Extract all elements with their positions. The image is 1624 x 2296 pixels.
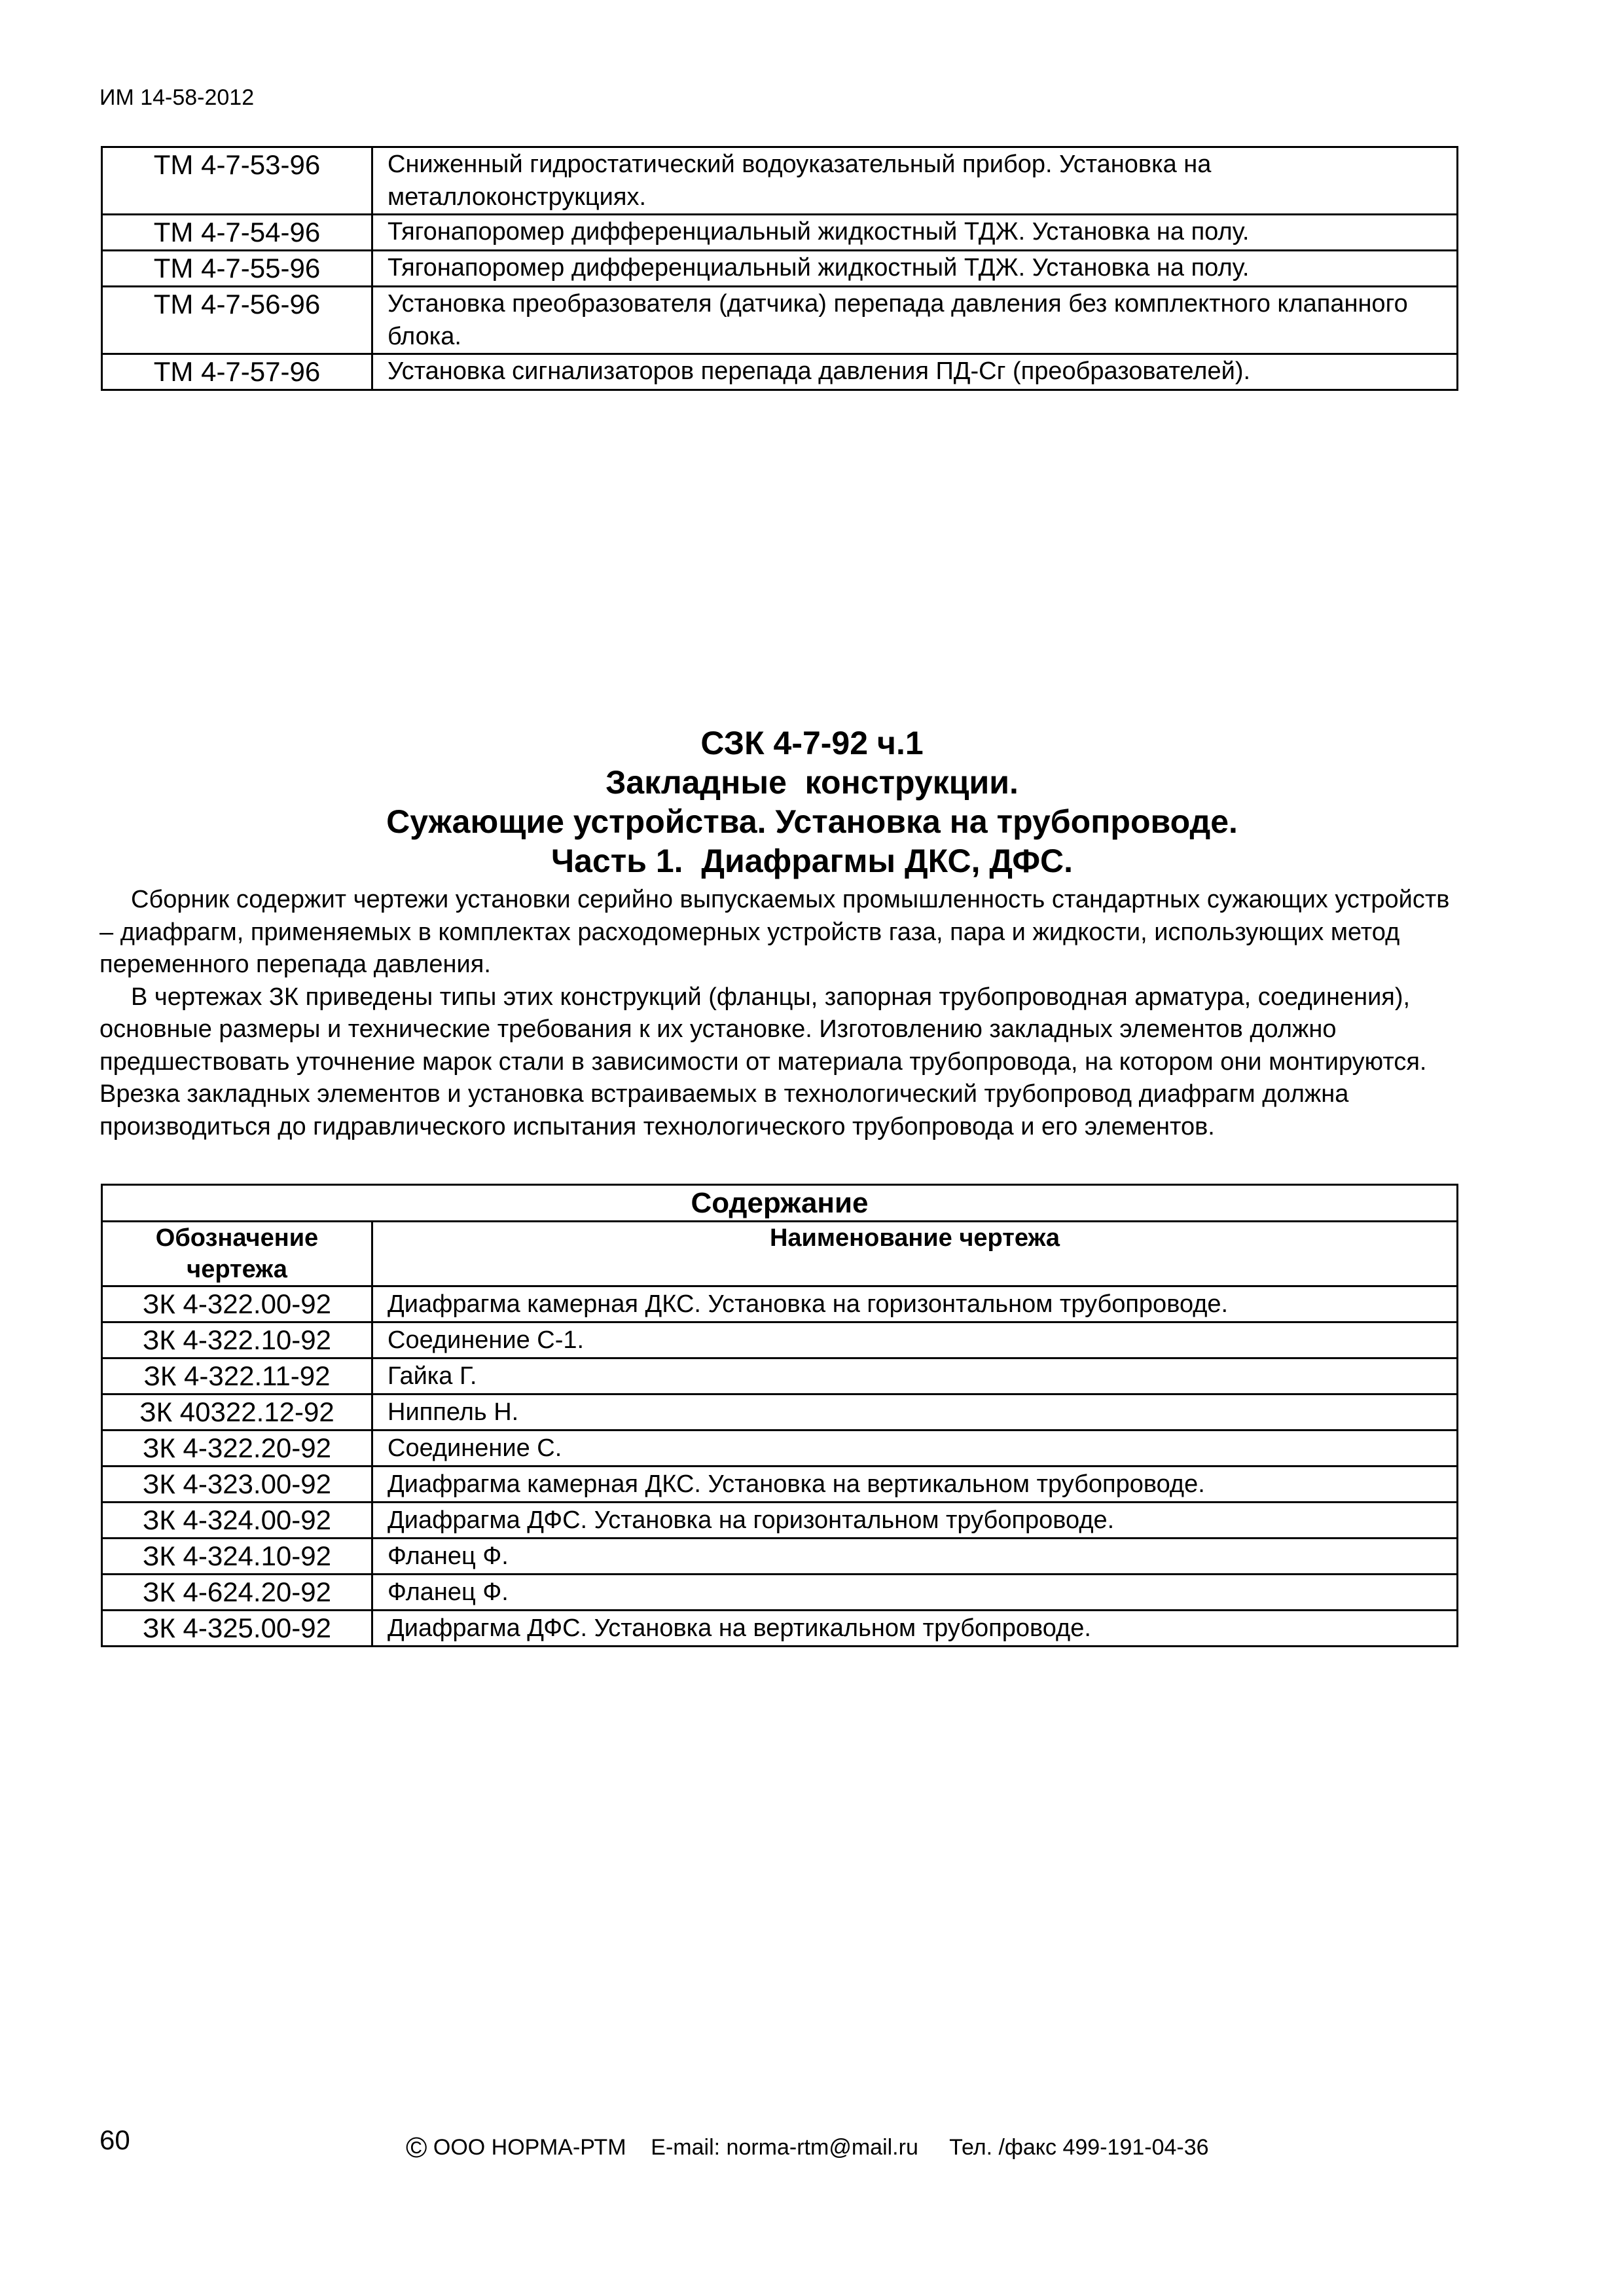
drawing-name: Фланец Ф. [372, 1539, 1458, 1575]
page-footer [406, 2132, 1209, 2164]
table-row [102, 1286, 1458, 1322]
drawing-name: Тягонапоромер дифференциальный жидкостный ТДЖ. Установка на полу. [372, 251, 1458, 287]
table-row [102, 1575, 1458, 1611]
table-row [102, 147, 1458, 215]
table-row [102, 354, 1458, 390]
drawing-code: ТМ 4-7-55-96 [102, 251, 372, 287]
table-row [102, 287, 1458, 354]
drawing-name: Установка преобразователя (датчика) перепада давления без комплектного клапанного блока. [372, 287, 1458, 354]
column-header-code: Обозначение чертежа [102, 1222, 372, 1286]
table-row [102, 1322, 1458, 1358]
drawing-name: Диафрагма ДФС. Установка на горизонтальном трубопроводе. [372, 1503, 1458, 1539]
document-code: ИМ 14-58-2012 [99, 85, 255, 110]
drawing-code: ЗК 4-323.00-92 [102, 1467, 372, 1503]
table-row [102, 1611, 1458, 1647]
drawing-code: ЗК 4-322.20-92 [102, 1430, 372, 1467]
drawing-name: Фланец Ф. [372, 1575, 1458, 1611]
drawing-code: ЗК 4-322.11-92 [102, 1358, 372, 1394]
paragraph: Сборник содержит чертежи установки серийно выпускаемых промышленность стандартных сужающих устройств – диафрагм, применяемых в комплектах расходомерных устройств газа, пара и жидкости, использующих метод переменного перепада давления. [99, 886, 1450, 978]
drawing-code: ТМ 4-7-57-96 [102, 354, 372, 390]
drawing-code: ЗК 4-322.00-92 [102, 1286, 372, 1322]
heading-line: СЗК 4-7-92 ч.1 [700, 725, 924, 761]
table-row [102, 1358, 1458, 1394]
drawing-name: Диафрагма камерная ДКС. Установка на вертикальном трубопроводе. [372, 1467, 1458, 1503]
table-row [102, 1430, 1458, 1467]
table-row [102, 1467, 1458, 1503]
drawing-name: Установка сигнализаторов перепада давления ПД-Сг (преобразователей). [372, 354, 1458, 390]
drawing-code: ЗК 4-624.20-92 [102, 1575, 372, 1611]
drawing-name: Тягонапоромер дифференциальный жидкостный ТДЖ. Установка на полу. [372, 215, 1458, 251]
section-body [99, 884, 1460, 1143]
drawing-code: ТМ 4-7-56-96 [102, 287, 372, 354]
drawing-code: ЗК 4-322.10-92 [102, 1322, 372, 1358]
heading-line: Закладные конструкции. [605, 764, 1019, 801]
heading-line: Сужающие устройства. Установка на трубопроводе. [386, 803, 1238, 840]
drawing-name: Диафрагма камерная ДКС. Установка на горизонтальном трубопроводе. [372, 1286, 1458, 1322]
drawing-code: ТМ 4-7-54-96 [102, 215, 372, 251]
heading-line: Часть 1. Диафрагмы ДКС, ДФС. [550, 843, 1074, 879]
copyright-icon: © [406, 2132, 427, 2164]
table-row [102, 251, 1458, 287]
drawing-name: Гайка Г. [372, 1358, 1458, 1394]
drawings-table-continued [101, 146, 1458, 391]
drawing-code: ЗК 4-324.10-92 [102, 1539, 372, 1575]
section-heading [0, 723, 1624, 881]
header-row [102, 1222, 1458, 1286]
drawing-code: ЗК 4-325.00-92 [102, 1611, 372, 1647]
drawing-code: ЗК 40322.12-92 [102, 1394, 372, 1430]
table-row [102, 1539, 1458, 1575]
table-row [102, 215, 1458, 251]
table-row [102, 1394, 1458, 1430]
table-row [102, 1503, 1458, 1539]
drawing-name: Соединение С-1. [372, 1322, 1458, 1358]
column-header-name: Наименование чертежа [372, 1222, 1458, 1286]
drawing-name: Сниженный гидростатический водоуказательный прибор. Установка на металлоконструкциях. [372, 147, 1458, 215]
contents-caption-row [102, 1185, 1458, 1222]
page-number: 60 [99, 2124, 130, 2155]
paragraph: В чертежах ЗК приведены типы этих конструкций (фланцы, запорная трубопроводная арматура, соединения), основные размеры и технические требования к их установке. Изготовлению закладных элементов должно предшествовать уточнение марок стали в зависимости от материала трубопровода, на котором они монтируются. Врезка закладных элементов и установка встраиваемых в технологический трубопровод диафрагм должна производиться до гидравлического испытания технологического трубопровода и его элементов. [99, 983, 1427, 1140]
drawing-code: ЗК 4-324.00-92 [102, 1503, 372, 1539]
drawing-code: ТМ 4-7-53-96 [102, 147, 372, 215]
contents-table [101, 1184, 1458, 1647]
drawing-name: Соединение С. [372, 1430, 1458, 1467]
drawing-name: Ниппель Н. [372, 1394, 1458, 1430]
contents-caption: Содержание [102, 1185, 1458, 1222]
drawing-name: Диафрагма ДФС. Установка на вертикальном трубопроводе. [372, 1611, 1458, 1647]
footer-text: ООО НОРМА-РТМ E-mail: norma-rtm@mail.ru Тел. /факс 499-191-04-36 [433, 2135, 1209, 2160]
